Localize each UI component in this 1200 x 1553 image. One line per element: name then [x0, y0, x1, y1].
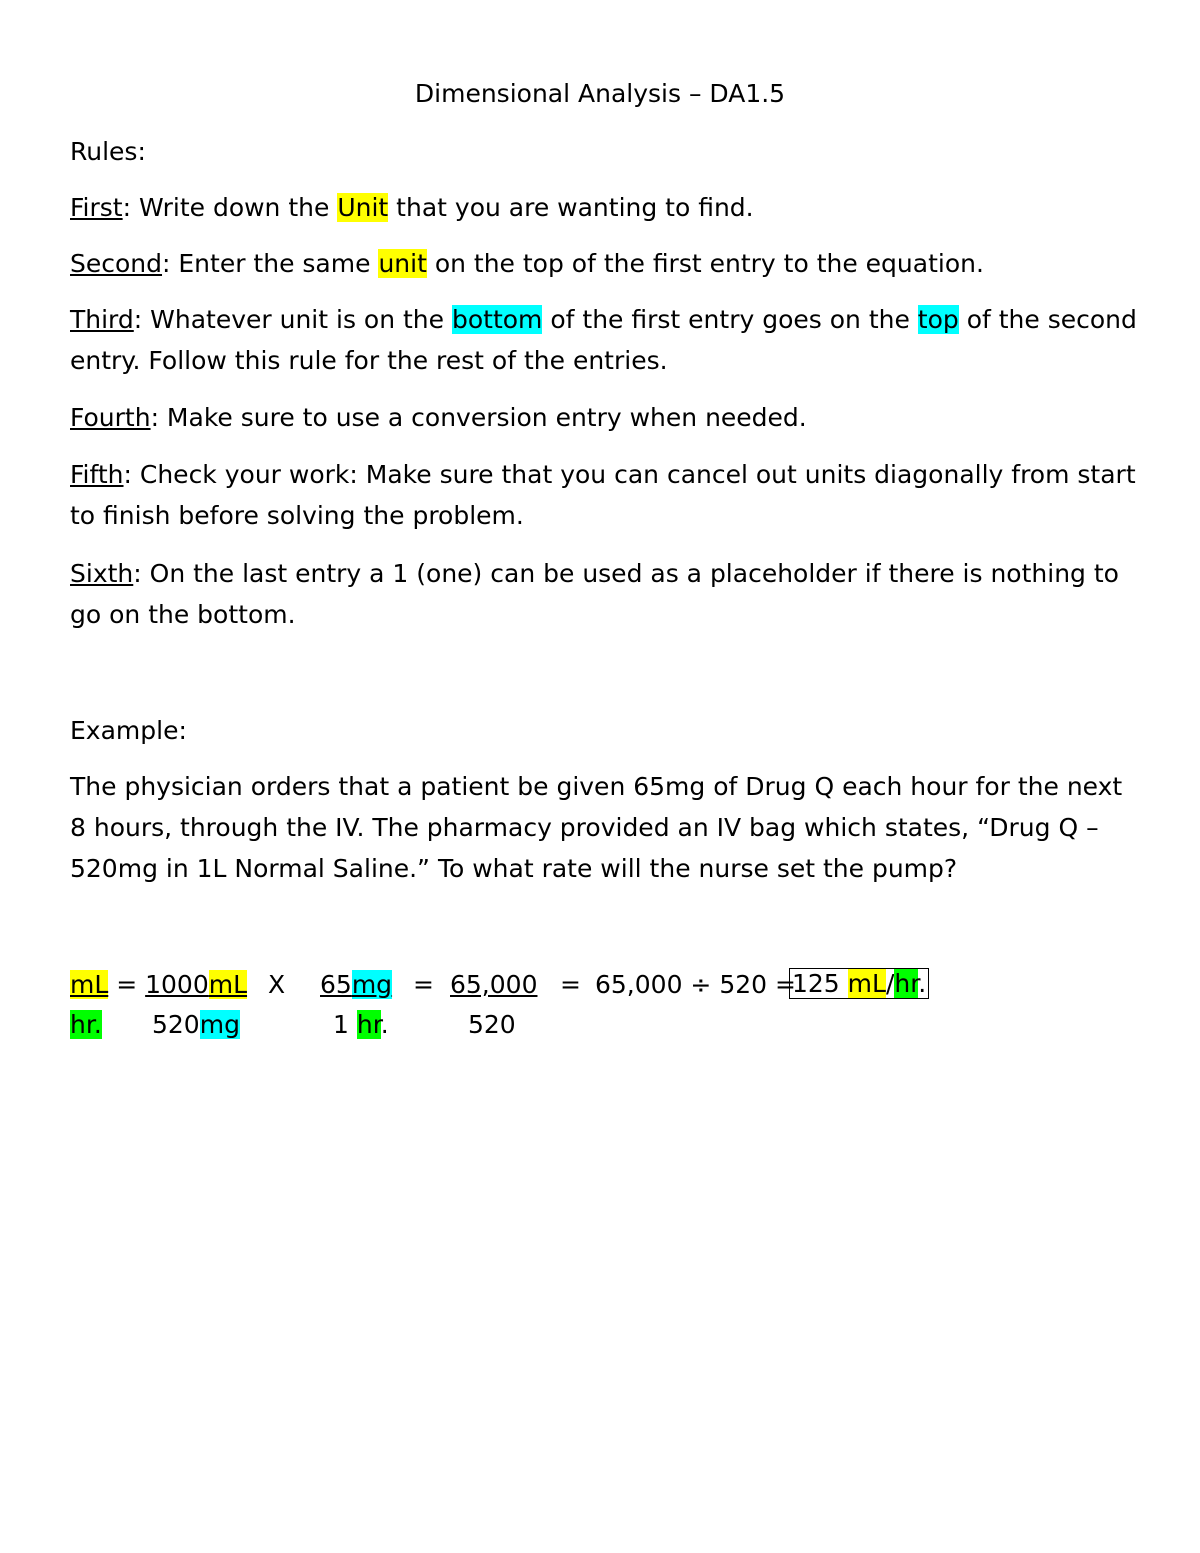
equals-sign-3: =: [560, 970, 581, 999]
factor1-numerator: [145, 970, 247, 999]
product-numerator: [450, 969, 537, 1001]
rule-fourth-label: Fourth: [70, 403, 151, 432]
factor2-numerator-unit: mg: [351, 970, 393, 999]
rule-first-label: First: [70, 193, 123, 222]
answer-unit-ml: mL: [847, 969, 886, 998]
factor2-numerator-value: 65: [320, 970, 352, 999]
highlight-unit: Unit: [337, 193, 389, 222]
equals-sign: =: [108, 970, 146, 999]
factor1-denominator-value: 520: [152, 1010, 200, 1039]
rule-fifth-text: : Check your work: Make sure that you can cancel out units diagonally from start to finish before solving the problem.: [70, 460, 1136, 530]
product-denominator: 520: [468, 1010, 516, 1039]
factor2-denominator-value: 1: [333, 1010, 357, 1039]
rule-second: [70, 243, 1140, 284]
answer-value: 125: [792, 969, 848, 998]
answer-boxed: [789, 968, 929, 999]
factor2-denominator: [333, 1009, 389, 1041]
factor2-numerator: [320, 969, 392, 1001]
rule-second-label: Second: [70, 249, 163, 278]
factor1-denominator: [152, 1009, 240, 1041]
multiply-sign: X: [268, 970, 286, 999]
factor2-denominator-unit: hr: [356, 1010, 381, 1039]
rule-third: [70, 299, 1140, 381]
rule-second-text-end: on the top of the first entry to the equation.: [426, 249, 984, 278]
equation-target-top: [70, 969, 247, 1001]
highlight-top: top: [917, 305, 959, 334]
division-expression: 65,000 ÷ 520 =: [595, 970, 796, 999]
rule-fifth-label: Fifth: [70, 460, 124, 489]
factor1-numerator-unit: mL: [208, 970, 248, 999]
rule-second-text: : Enter the same: [162, 249, 379, 278]
rules-heading: Rules:: [70, 137, 146, 166]
highlight-bottom: bottom: [451, 305, 543, 334]
example-heading: Example:: [70, 716, 187, 745]
example-problem: The physician orders that a patient be given 65mg of Drug Q each hour for the next 8 hours, through the IV. The pharmacy provided an IV bag which states, “Drug Q – 520mg in 1L Normal Saline.” To what rate will the nurse set the pump?: [70, 772, 1123, 883]
product-numerator-value: 65,000: [450, 970, 538, 999]
highlight-unit: unit: [378, 249, 427, 278]
rule-fifth: [70, 454, 1140, 536]
answer-box: [789, 968, 929, 1000]
rule-first: [70, 187, 1140, 228]
answer-period: .: [918, 969, 927, 998]
factor1-numerator-value: 1000: [145, 970, 209, 999]
rule-third-text-end: of the second entry. Follow this rule for the rest of the entries.: [70, 305, 1137, 375]
answer-unit-hr: hr: [894, 969, 919, 998]
equation-target-bottom: [70, 1009, 102, 1041]
factor2-numerator-group: [320, 970, 392, 999]
rule-fourth-text: : Make sure to use a conversion entry when needed.: [150, 403, 807, 432]
rule-fourth: [70, 397, 1140, 438]
factor2-denominator-period: .: [380, 1010, 389, 1039]
rule-first-text: : Write down the: [122, 193, 338, 222]
page-title: Dimensional Analysis – DA1.5: [414, 79, 786, 108]
rule-sixth-text: : On the last entry a 1 (one) can be used as a placeholder if there is nothing to go on the bottom.: [70, 559, 1119, 629]
rule-third-text-middle: of the first entry goes on the: [542, 305, 918, 334]
rule-third-label: Third: [70, 305, 134, 334]
rule-third-text: : Whatever unit is on the: [133, 305, 452, 334]
answer-slash: /: [885, 969, 895, 998]
rule-first-text-end: that you are wanting to find.: [388, 193, 754, 222]
factor1-denominator-unit: mg: [199, 1010, 240, 1039]
equals-sign-2: =: [413, 970, 434, 999]
rule-sixth: [70, 553, 1140, 635]
target-unit-hr: hr.: [70, 1010, 102, 1039]
rule-sixth-label: Sixth: [70, 559, 134, 588]
target-unit-ml: mL: [70, 970, 109, 999]
